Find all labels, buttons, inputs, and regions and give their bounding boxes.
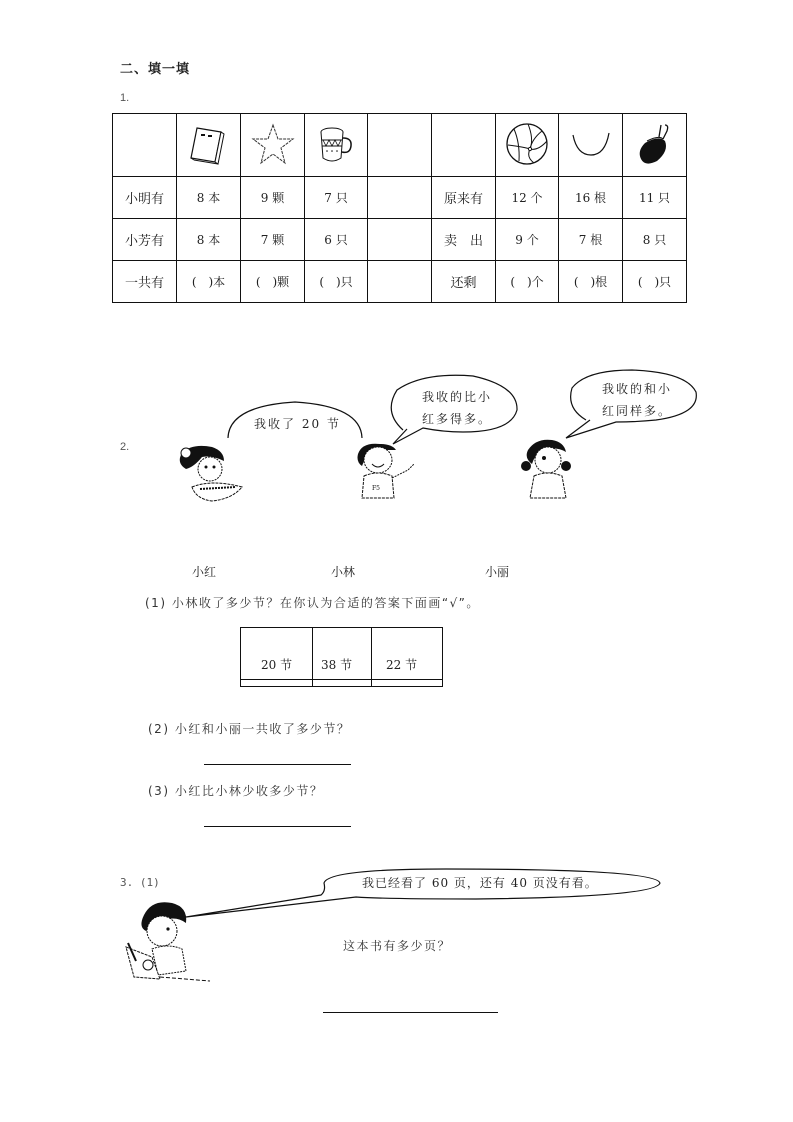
answer-blank-cell[interactable]: ( )本 bbox=[177, 261, 241, 303]
choice-option: 20 节 bbox=[241, 628, 313, 680]
table-row bbox=[113, 219, 687, 261]
bubble-text-xiaoli-2: 红同样多。 bbox=[602, 404, 673, 418]
ball-icon bbox=[496, 114, 559, 177]
table-cell: 7 颗 bbox=[241, 219, 305, 261]
choice-option: 22 节 bbox=[372, 628, 443, 680]
checkmark-cell[interactable] bbox=[372, 680, 443, 687]
boy-reading-illustration bbox=[122, 897, 212, 985]
answer-blank-cell[interactable]: ( )只 bbox=[305, 261, 368, 303]
table-cell: 7 只 bbox=[305, 177, 368, 219]
empty-cell bbox=[113, 114, 177, 177]
rope-icon bbox=[559, 114, 623, 177]
name-xiaohong: 小红 bbox=[192, 565, 217, 579]
bubble-text-reader: 我已经看了 60 页，还有 40 页没有看。 bbox=[362, 876, 598, 890]
row-label: 一共有 bbox=[113, 261, 177, 303]
q3-question: 这本书有多少页？ bbox=[343, 939, 452, 953]
answer-blank-cell[interactable]: ( )根 bbox=[559, 261, 623, 303]
table-cell: 12 个 bbox=[496, 177, 559, 219]
question-1-number: 1. bbox=[120, 92, 130, 104]
answer-blank-cell[interactable]: ( )颗 bbox=[241, 261, 305, 303]
section-title: 二、填一填 bbox=[120, 62, 191, 77]
row-label: 小芳有 bbox=[113, 219, 177, 261]
answer-blank-cell[interactable]: ( )个 bbox=[496, 261, 559, 303]
answer-line-3[interactable] bbox=[204, 826, 351, 827]
question-2-number: 2. bbox=[120, 441, 130, 453]
table-cell: 6 只 bbox=[305, 219, 368, 261]
table-cell: 9 颗 bbox=[241, 177, 305, 219]
empty-cell bbox=[368, 114, 432, 177]
table-row bbox=[113, 261, 687, 303]
table-cell: 7 根 bbox=[559, 219, 623, 261]
bubble-text-xiaolin-1: 我收的比小 bbox=[422, 390, 493, 404]
cup-icon bbox=[305, 114, 368, 177]
sub-question-3: (3) 小红比小林少收多少节？ bbox=[148, 784, 324, 798]
name-xiaoli: 小丽 bbox=[485, 565, 510, 579]
empty-cell bbox=[368, 219, 432, 261]
empty-cell bbox=[368, 177, 432, 219]
paddle-icon bbox=[623, 114, 687, 177]
empty-cell bbox=[432, 114, 496, 177]
empty-cell bbox=[368, 261, 432, 303]
name-xiaolin: 小林 bbox=[331, 565, 356, 579]
bubble-text-xiaolin-2: 红多得多。 bbox=[422, 412, 493, 426]
table-cell: 9 个 bbox=[496, 219, 559, 261]
table-cell: 8 本 bbox=[177, 219, 241, 261]
bubble-text-xiaohong: 我收了 20 节 bbox=[254, 417, 341, 431]
table-cell: 8 只 bbox=[623, 219, 687, 261]
row-label: 小明有 bbox=[113, 177, 177, 219]
answer-blank-cell[interactable]: ( )只 bbox=[623, 261, 687, 303]
sub-question-1: (1) 小林收了多少节？在你认为合适的答案下面画“√”。 bbox=[145, 596, 480, 610]
sub-question-2: (2) 小红和小丽一共收了多少节？ bbox=[148, 722, 351, 736]
fill-table bbox=[112, 113, 687, 303]
girl-xiaoli-illustration bbox=[520, 436, 580, 500]
row-label: 还剩 bbox=[432, 261, 496, 303]
answer-choices-table bbox=[240, 627, 443, 687]
boy-xiaolin-illustration bbox=[354, 440, 426, 502]
star-icon bbox=[241, 114, 305, 177]
row-label: 原来有 bbox=[432, 177, 496, 219]
table-row bbox=[113, 177, 687, 219]
svg-text:F5: F5 bbox=[372, 485, 380, 492]
question-3-number: 3. (1) bbox=[120, 876, 160, 889]
choice-option: 38 节 bbox=[313, 628, 372, 680]
girl-xiaohong-illustration bbox=[172, 443, 254, 505]
table-cell: 16 根 bbox=[559, 177, 623, 219]
table-cell: 11 只 bbox=[623, 177, 687, 219]
book-icon bbox=[177, 114, 241, 177]
row-label: 卖 出 bbox=[432, 219, 496, 261]
bubble-text-xiaoli-1: 我收的和小 bbox=[602, 382, 673, 396]
table-cell: 8 本 bbox=[177, 177, 241, 219]
checkmark-cell[interactable] bbox=[313, 680, 372, 687]
answer-line-q3[interactable] bbox=[323, 1012, 498, 1013]
checkmark-cell[interactable] bbox=[241, 680, 313, 687]
answer-line-2[interactable] bbox=[204, 764, 351, 765]
icon-row bbox=[113, 114, 687, 177]
